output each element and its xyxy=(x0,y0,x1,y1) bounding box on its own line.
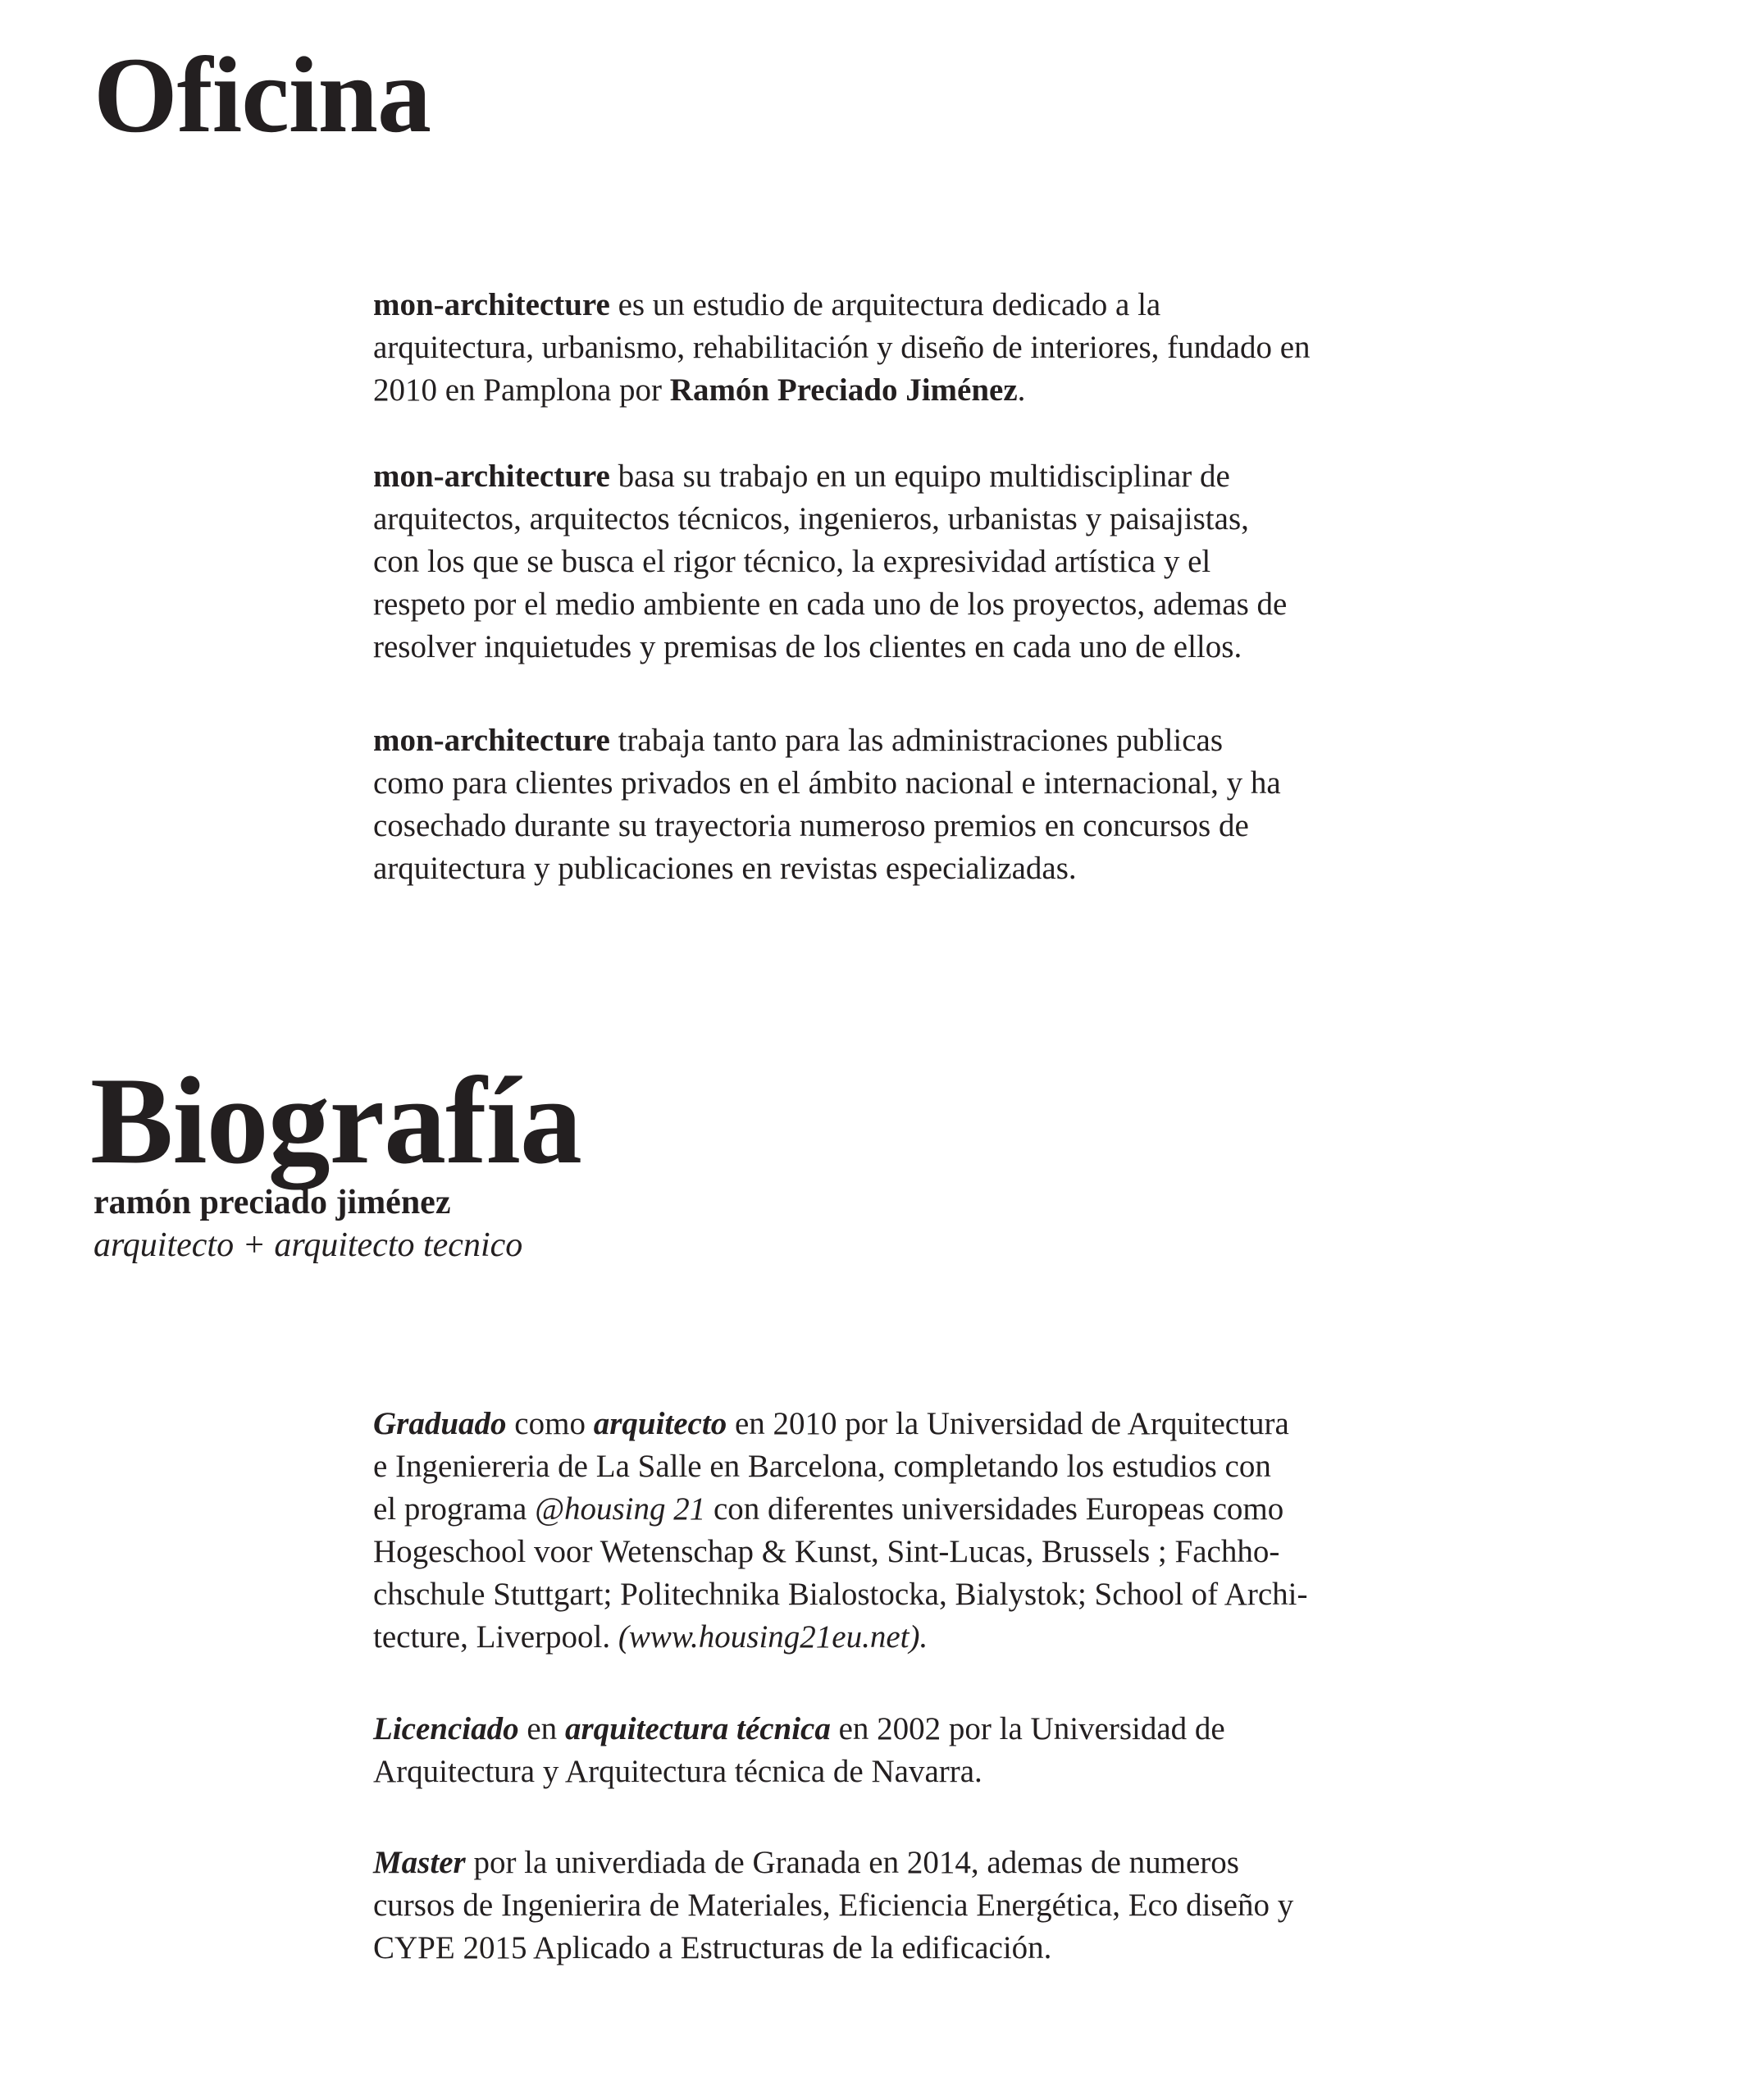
biografia-role: arquitecto + arquitecto tecnico xyxy=(93,1226,523,1264)
text-line xyxy=(373,326,1571,369)
text-run: mon-architecture xyxy=(373,723,610,758)
text-run: CYPE 2015 Aplicado a Estructuras de la edificación. xyxy=(373,1930,1052,1965)
text-run: por la univerdiada de Granada en 2014, ademas de numeros xyxy=(465,1845,1239,1880)
text-run: chschule Stuttgart; Politechnika Bialostocka, Bialystok; School of Archi- xyxy=(373,1577,1308,1612)
text-run: e Ingeniereria de La Salle en Barcelona, completando los estudios con xyxy=(373,1449,1271,1484)
text-run: en xyxy=(518,1711,565,1746)
text-run: con los que se busca el rigor técnico, la expresividad artística y el xyxy=(373,544,1211,579)
text-run: Graduado xyxy=(373,1406,507,1441)
text-run: resolver inquietudes y premisas de los clientes en cada uno de ellos. xyxy=(373,629,1242,664)
biografia-name: ramón preciado jiménez xyxy=(93,1184,451,1221)
text-line xyxy=(373,1488,1571,1531)
oficina-paragraph-3 xyxy=(373,719,1571,890)
text-run: arquitectura y publicaciones en revistas especializadas. xyxy=(373,851,1077,886)
text-run: respeto por el medio ambiente en cada uno de los proyectos, ademas de xyxy=(373,587,1288,622)
text-line xyxy=(373,541,1571,583)
text-run: Ramón Preciado Jiménez xyxy=(669,372,1018,408)
text-line xyxy=(373,1445,1571,1488)
text-run: es un estudio de arquitectura dedicado a la xyxy=(609,287,1161,322)
text-line xyxy=(373,805,1571,847)
text-line xyxy=(373,1708,1571,1751)
text-run: . xyxy=(1017,372,1026,408)
text-line xyxy=(373,498,1571,541)
text-run: tecture, Liverpool. xyxy=(373,1619,618,1655)
text-run: arquitectos, arquitectos técnicos, ingenieros, urbanistas y paisajistas, xyxy=(373,501,1249,536)
text-line xyxy=(373,719,1571,762)
text-run: @housing 21 xyxy=(535,1491,706,1527)
text-line xyxy=(373,1751,1571,1793)
biografia-paragraph-2 xyxy=(373,1708,1571,1793)
text-run: cursos de Ingenierira de Materiales, Eficiencia Energética, Eco diseño y xyxy=(373,1888,1294,1923)
text-run: el programa xyxy=(373,1491,536,1527)
text-line xyxy=(373,1403,1571,1445)
oficina-paragraph-1 xyxy=(373,284,1571,412)
biografia-paragraph-3 xyxy=(373,1842,1571,1970)
text-run: Master xyxy=(373,1845,466,1880)
text-line xyxy=(373,369,1571,412)
text-line xyxy=(373,1531,1571,1573)
text-run: arquitecto xyxy=(593,1406,727,1441)
text-run: como para clientes privados en el ámbito nacional e internacional, y ha xyxy=(373,765,1281,801)
text-line xyxy=(373,583,1571,626)
text-run: en 2002 por la Universidad de xyxy=(830,1711,1225,1746)
text-line xyxy=(373,455,1571,498)
text-run: cosechado durante su trayectoria numeroso premios en concursos de xyxy=(373,808,1249,843)
text-line xyxy=(373,1927,1571,1970)
text-run: trabaja tanto para las administraciones publicas xyxy=(609,723,1224,758)
oficina-heading: Oficina xyxy=(93,34,431,155)
text-run: 2010 en Pamplona por xyxy=(373,372,670,408)
text-line xyxy=(373,626,1571,669)
text-run: basa su trabajo en un equipo multidisciplinar de xyxy=(609,459,1230,494)
text-line xyxy=(373,1842,1571,1884)
text-run: arquitectura técnica xyxy=(564,1711,831,1746)
text-run: como xyxy=(506,1406,594,1441)
text-line xyxy=(373,847,1571,890)
biografia-paragraph-1 xyxy=(373,1403,1571,1659)
text-run: (www.housing21eu.net). xyxy=(618,1619,928,1655)
biografia-heading: Biografía xyxy=(90,1052,581,1189)
text-line xyxy=(373,762,1571,805)
text-run: en 2010 por la Universidad de Arquitectura xyxy=(727,1406,1289,1441)
text-run: mon-architecture xyxy=(373,459,610,494)
text-line xyxy=(373,1884,1571,1927)
text-line xyxy=(373,1616,1571,1659)
text-run: arquitectura, urbanismo, rehabilitación y diseño de interiores, fundado en xyxy=(373,330,1311,365)
text-line xyxy=(373,284,1571,326)
text-run: Licenciado xyxy=(373,1711,519,1746)
text-run: Hogeschool voor Wetenschap & Kunst, Sint-Lucas, Brussels ; Fachho- xyxy=(373,1534,1280,1569)
text-line xyxy=(373,1573,1571,1616)
text-run: Arquitectura y Arquitectura técnica de Navarra. xyxy=(373,1754,982,1789)
oficina-paragraph-2 xyxy=(373,455,1571,669)
text-run: mon-architecture xyxy=(373,287,610,322)
text-run: con diferentes universidades Europeas como xyxy=(705,1491,1284,1527)
